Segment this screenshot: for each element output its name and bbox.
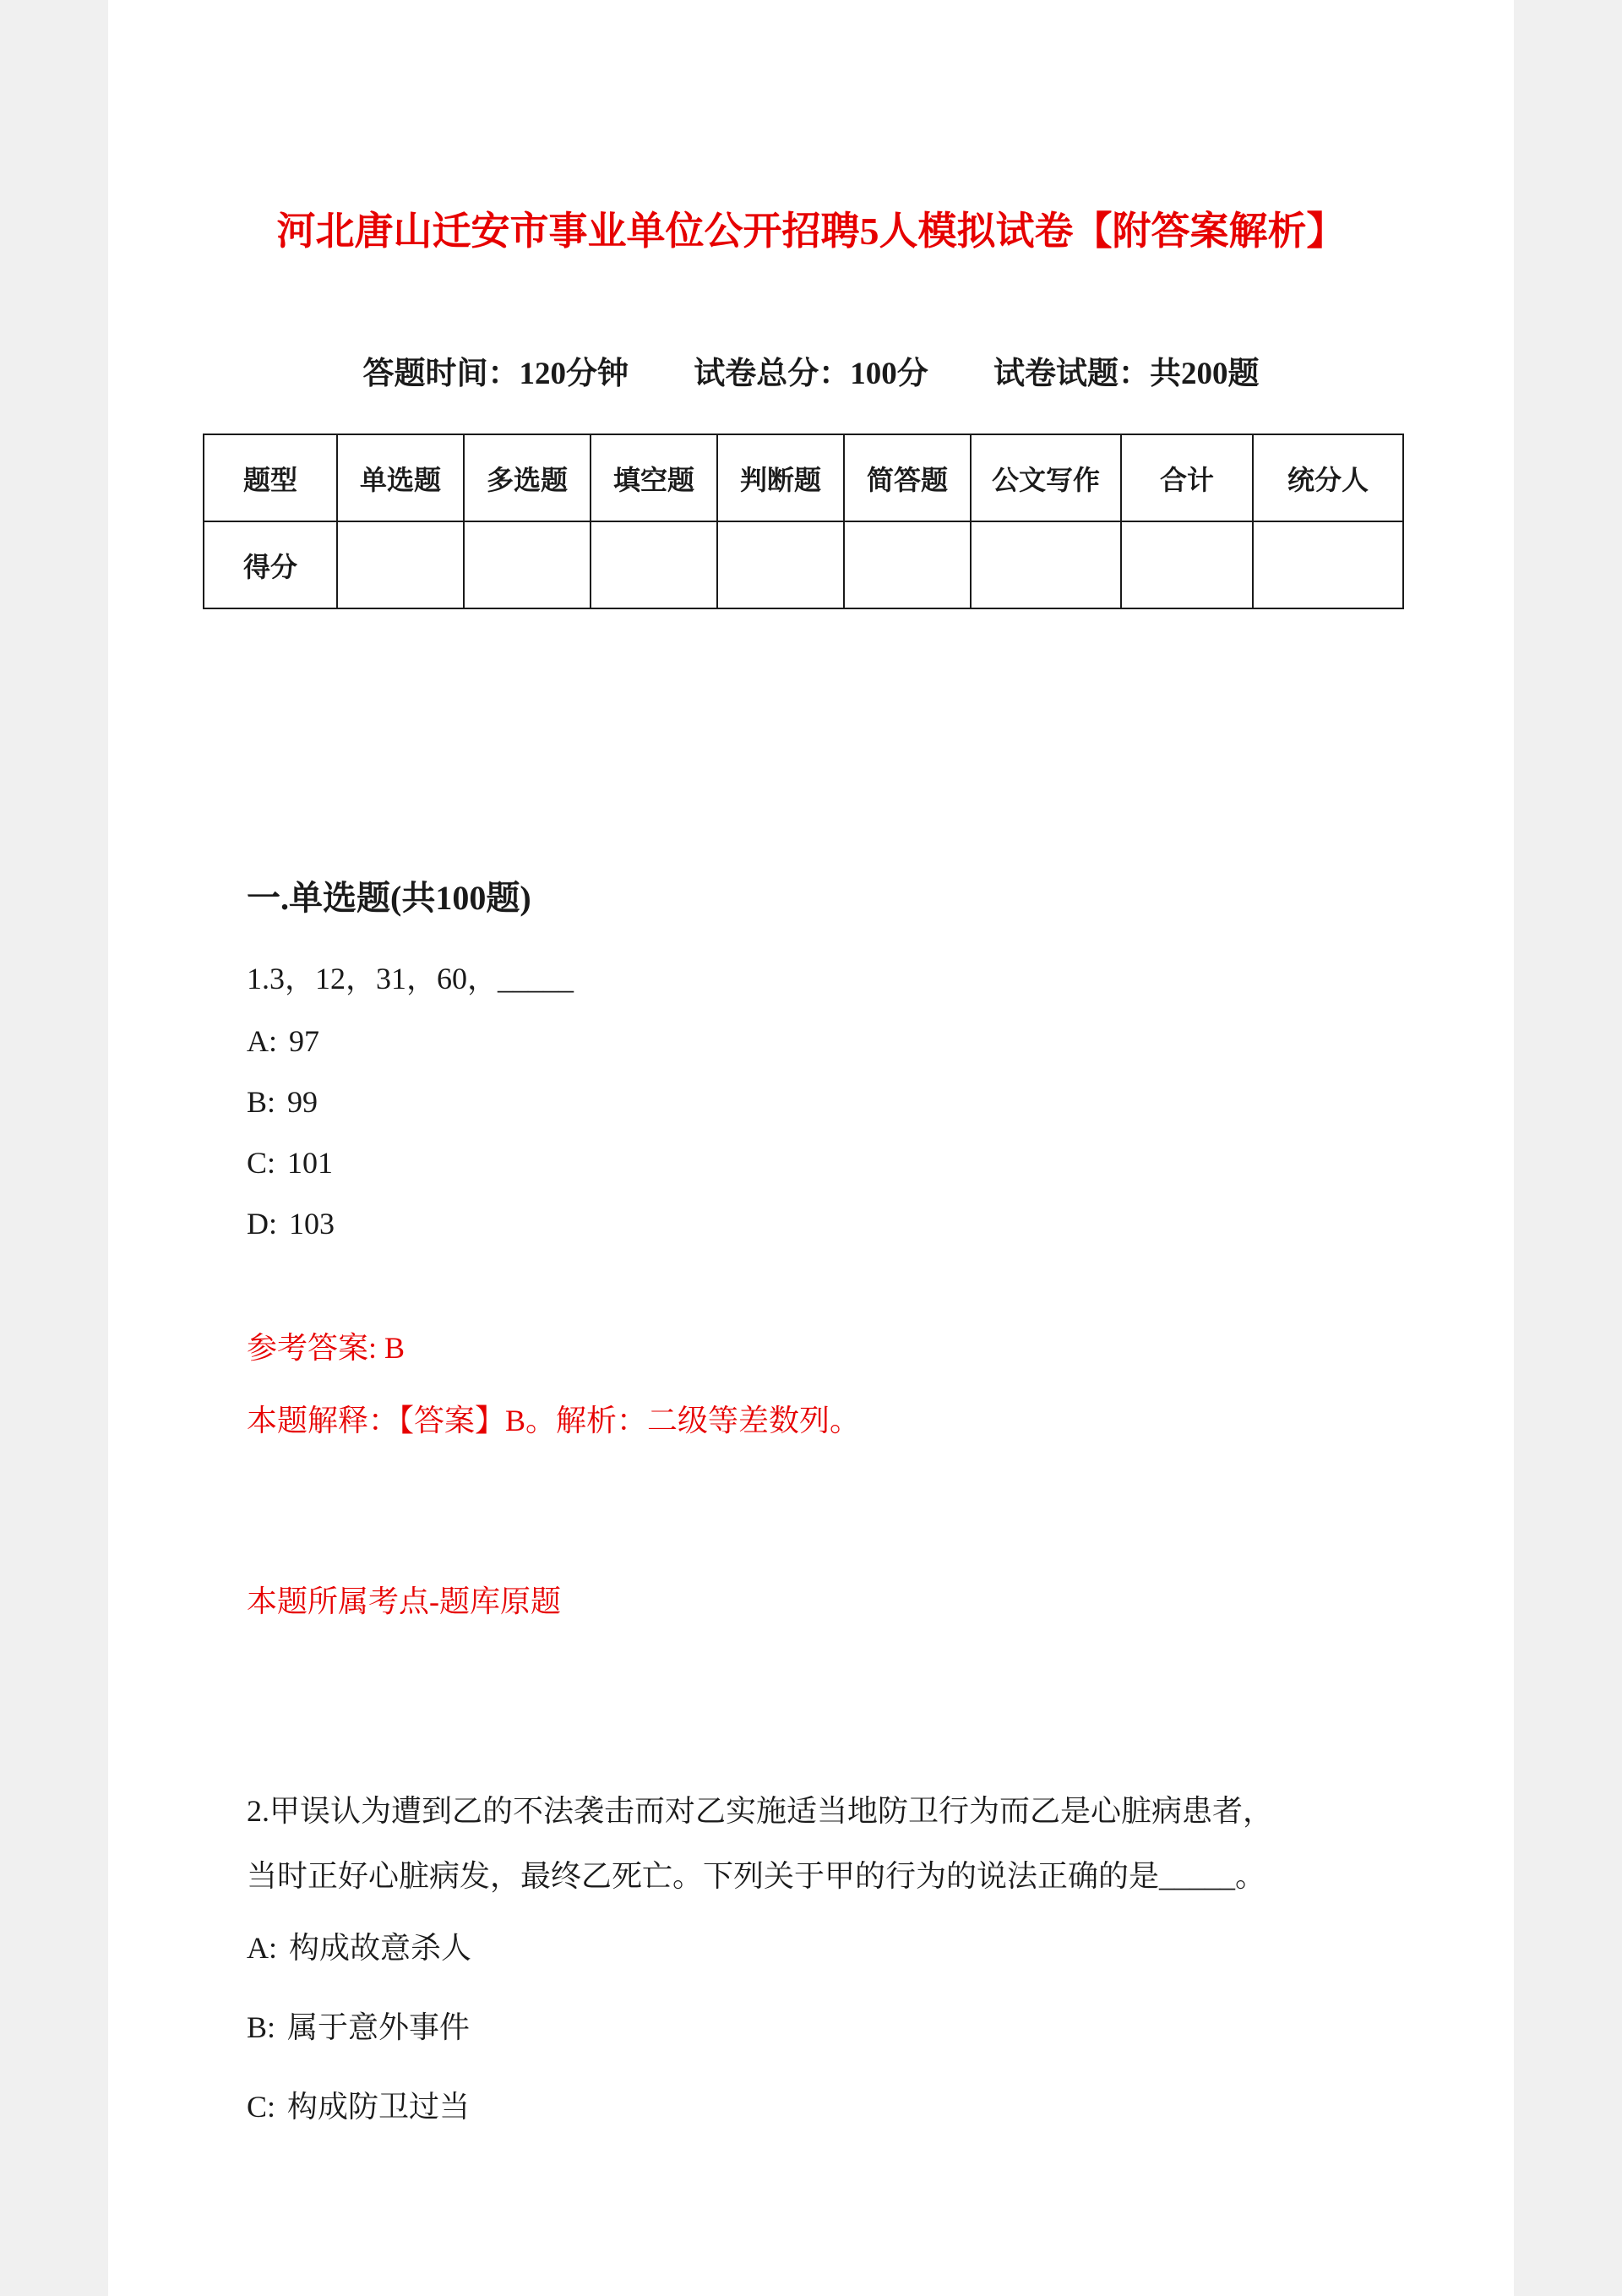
header-cell-multi-choice: 多选题: [464, 434, 591, 521]
reference-answer-line: 参考答案: B: [247, 1331, 406, 1366]
score-row-label: 得分: [204, 521, 337, 608]
option-row-a: [247, 1929, 1429, 1966]
meta-total-score: 试卷总分：100分: [694, 357, 928, 392]
option-row-c: [247, 2088, 1429, 2125]
option-label: A:: [247, 1024, 277, 1059]
score-table-score-row: [204, 521, 1403, 608]
score-table: [203, 434, 1404, 609]
option-label: A:: [247, 1931, 277, 1966]
score-cell: [844, 521, 971, 608]
option-text: 101: [287, 1146, 334, 1181]
option-row-a: [247, 1023, 1429, 1060]
header-cell-total: 合计: [1121, 434, 1253, 521]
option-label: C:: [247, 1146, 276, 1181]
option-list: [247, 1929, 1429, 2125]
option-row-c: [247, 1144, 1429, 1181]
question-stem: 2.甲误认为遭到乙的不法袭击而对乙实施适当地防卫行为而乙是心脏病患者，当时正好心脏病发，最终乙死亡。下列关于甲的行为的说法正确的是_____。: [247, 1794, 1274, 1894]
score-table-header-row: [204, 434, 1403, 521]
meta-answer-time: 答题时间：120分钟: [362, 357, 629, 392]
option-label: D:: [247, 1207, 277, 1241]
header-cell-single-choice: 单选题: [337, 434, 464, 521]
option-row-b: [247, 2009, 1429, 2046]
option-text: 97: [289, 1024, 319, 1059]
score-cell: [717, 521, 844, 608]
header-cell-scorer: 统分人: [1253, 434, 1403, 521]
option-list: [247, 1023, 1429, 1242]
score-cell: [337, 521, 464, 608]
exam-content: [247, 878, 1429, 2125]
score-cell: [591, 521, 717, 608]
score-cell: [1253, 521, 1403, 608]
option-label: B:: [247, 2010, 276, 2045]
exam-paper-page: [108, 0, 1514, 2296]
option-row-b: [247, 1083, 1429, 1121]
option-text: 构成防卫过当: [287, 2090, 471, 2124]
option-text: 103: [289, 1207, 335, 1241]
score-cell: [1121, 521, 1253, 608]
header-cell-short-answer: 简答题: [844, 434, 971, 521]
option-text: 属于意外事件: [287, 2010, 471, 2045]
question-block-2: [247, 1779, 1429, 2125]
question-block-1: [247, 960, 1429, 1620]
exam-meta-line: [193, 356, 1429, 393]
explanation-line: 本题解释：【答案】B。解析：二级等差数列。: [247, 1404, 861, 1438]
header-cell-official-writing: 公文写作: [971, 434, 1121, 521]
meta-question-count: 试卷试题：共200题: [993, 357, 1260, 392]
question-stem: 1.3，12，31，60，_____: [247, 962, 574, 996]
option-row-d: [247, 1205, 1429, 1242]
header-cell-true-false: 判断题: [717, 434, 844, 521]
header-cell-fill-blank: 填空题: [591, 434, 717, 521]
header-cell-question-type: 题型: [204, 434, 337, 521]
option-text: 构成故意杀人: [289, 1931, 472, 1966]
option-text: 99: [287, 1085, 318, 1120]
score-cell: [464, 521, 591, 608]
option-label: B:: [247, 1085, 276, 1120]
page-title: 河北唐山迁安市事业单位公开招聘5人模拟试卷【附答案解析】: [276, 210, 1346, 253]
score-cell: [971, 521, 1121, 608]
section-heading-single-choice: 一.单选题(共100题): [247, 879, 531, 918]
topic-source-line: 本题所属考点-题库原题: [247, 1584, 561, 1619]
option-label: C:: [247, 2090, 276, 2124]
